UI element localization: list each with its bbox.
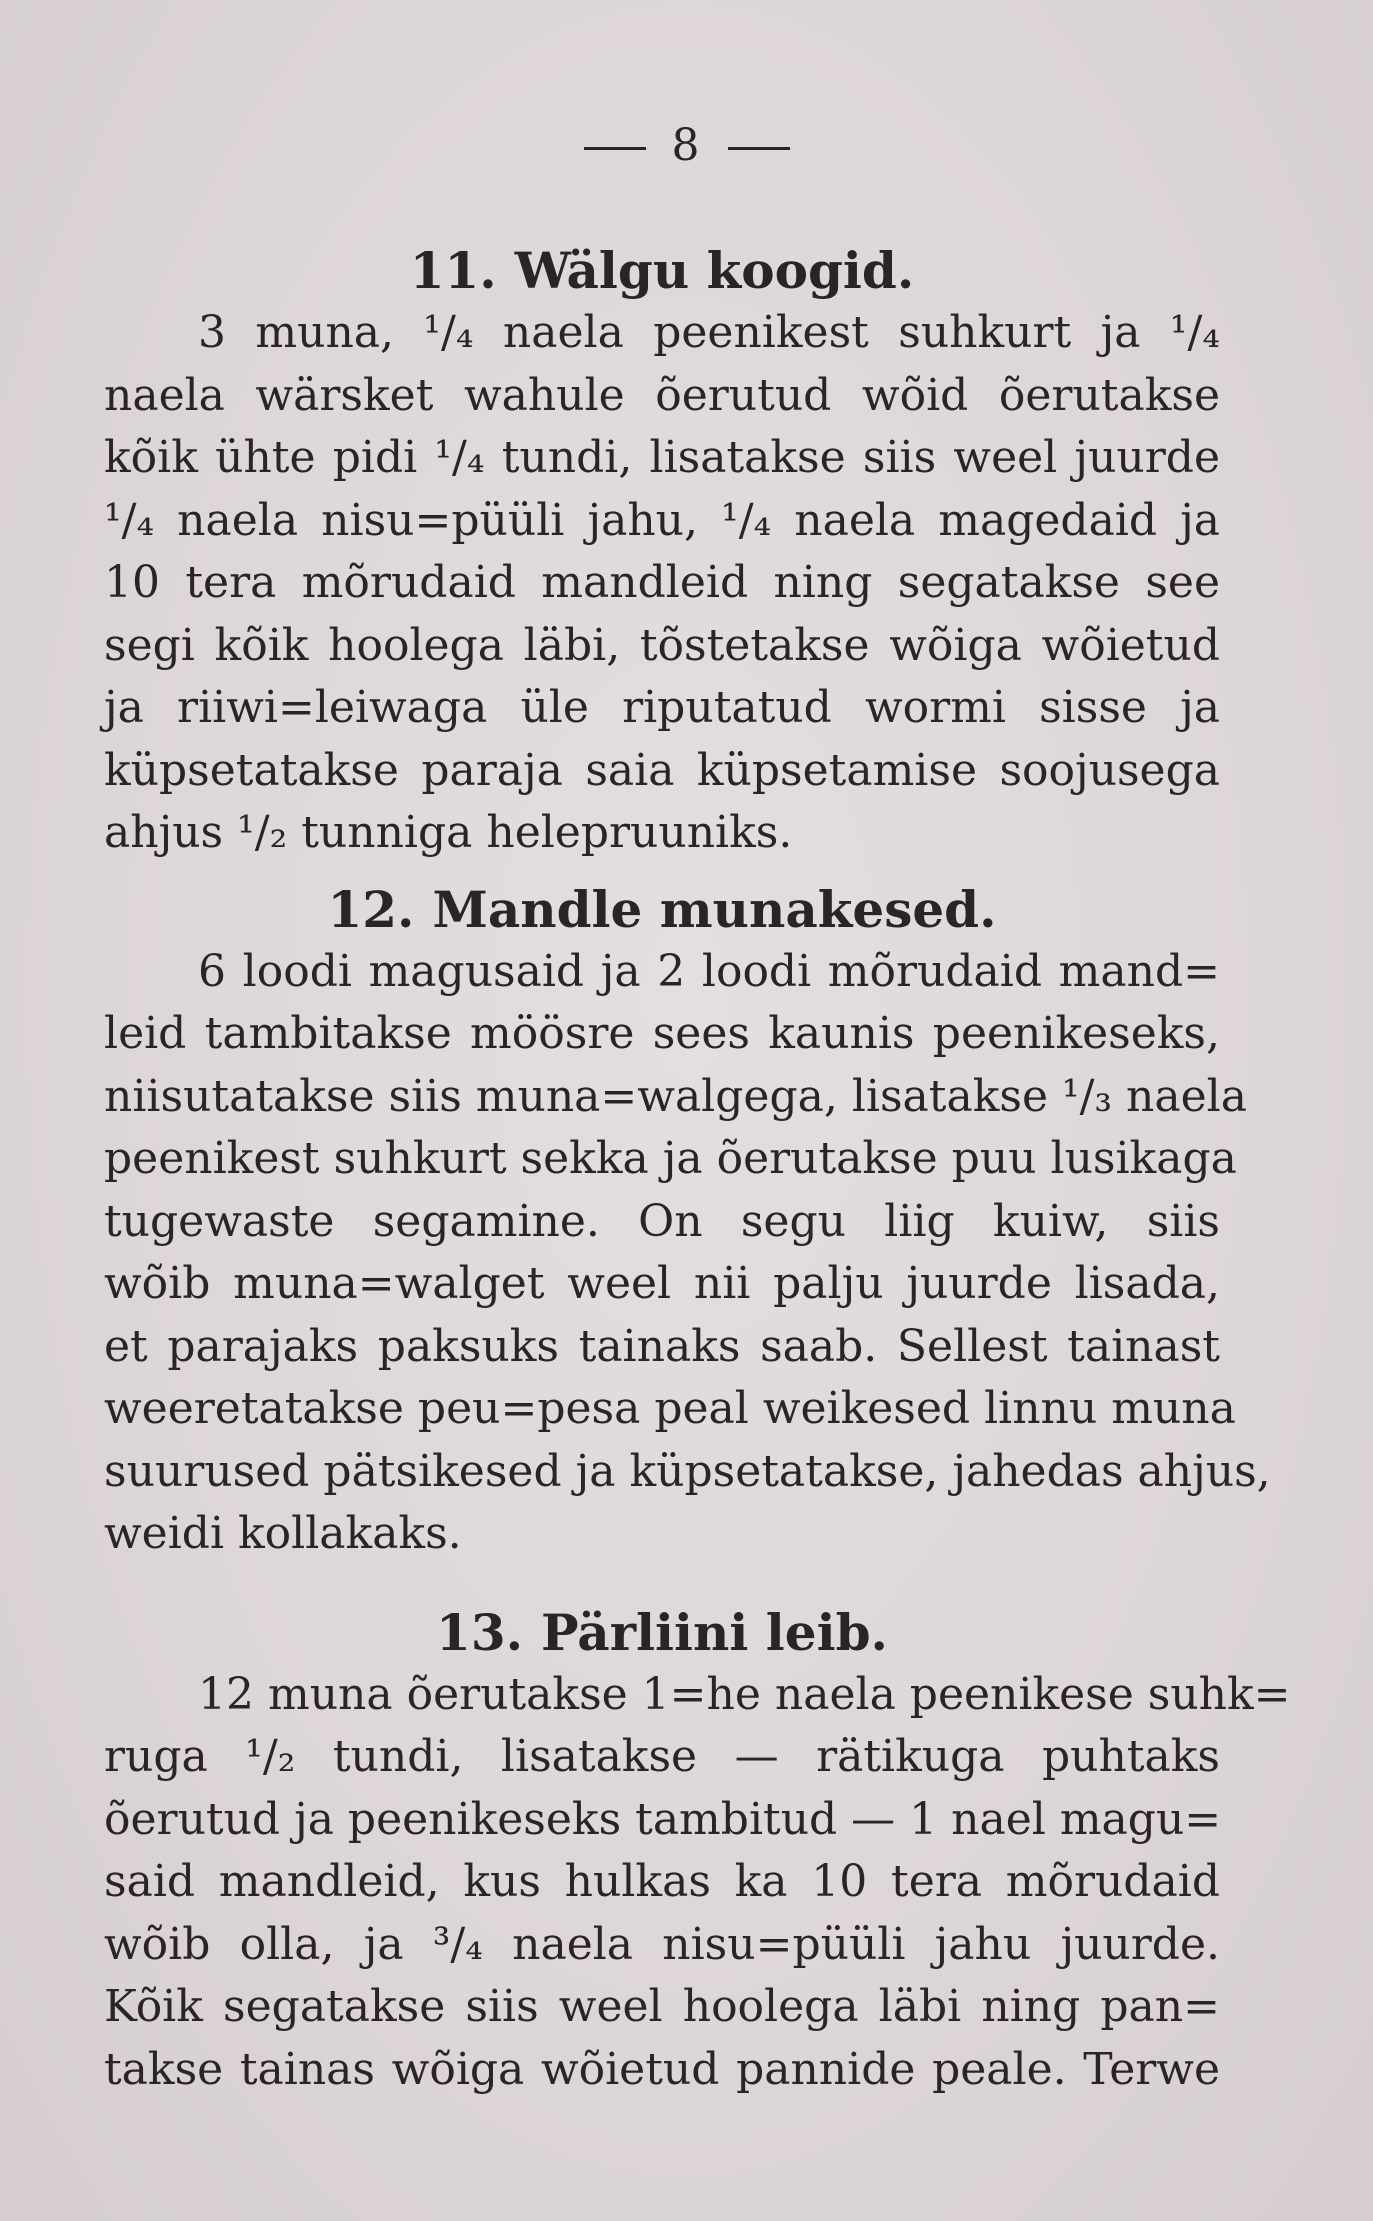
page-number-header: [0, 120, 1373, 171]
text-line: ja riiwi=leiwaga üle riputatud wormi sisse ja: [104, 682, 1220, 733]
text-line: peenikest suhkurt sekka ja õerutakse puu lusikaga: [104, 1133, 1237, 1184]
section-number: 13.: [436, 1602, 524, 1662]
text-line: 3 muna, ¹/₄ naela peenikest suhkurt ja ¹/₄: [198, 307, 1220, 358]
text-line: weidi kollakaks.: [104, 1508, 462, 1559]
text-line: kõik ühte pidi ¹/₄ tundi, lisatakse siis weel juurde: [104, 432, 1220, 483]
text-line: naela wärsket wahule õerutud wõid õerutakse: [104, 369, 1220, 421]
section-title-11: [104, 240, 1220, 302]
text-line: ¹/₄ naela nisu=püüli jahu, ¹/₄ naela magedaid ja: [104, 494, 1220, 546]
section-number: 11.: [409, 241, 497, 300]
text-line: 12 muna õerutakse 1=he naela peenikese suhk=: [198, 1668, 1291, 1720]
text-line: küpsetatakse paraja saia küpsetamise soojusega: [104, 744, 1220, 796]
recipe-text-13: [104, 1664, 1291, 2102]
text-line: wõib olla, ja ³/₄ naela nisu=püüli jahu juurde.: [104, 1918, 1220, 1970]
text-line: wõib muna=walget weel nii palju juurde lisada,: [104, 1258, 1220, 1309]
text-line: ruga ¹/₂ tundi, lisatakse — rätikuga puhtaks: [104, 1731, 1220, 1782]
dash-right: [728, 147, 790, 150]
text-line: õerutud ja peenikeseks tambitud — 1 nael magu=: [104, 1793, 1222, 1845]
recipe-text-12: [104, 941, 1271, 1566]
text-line: leid tambitakse möösre sees kaunis peenikeseks,: [104, 1008, 1220, 1059]
text-line: niisutatakse siis muna=walgega, lisatakse ¹/₃ naela: [104, 1070, 1247, 1122]
text-line: suurused pätsikesed ja küpsetatakse, jahedas ahjus,: [104, 1445, 1271, 1497]
text-line: 6 loodi magusaid ja 2 loodi mõrudaid mand=: [198, 945, 1220, 997]
text-line: weeretatakse peu=pesa peal weikesed linnu muna: [104, 1383, 1236, 1434]
section-number: 12.: [327, 879, 415, 939]
text-line: segi kõik hoolega läbi, tõstetakse wõiga wõietud: [104, 619, 1220, 671]
section-heading: Mandle munakesed.: [432, 879, 997, 939]
recipe-text-11: [104, 302, 1220, 865]
dash-left: [584, 147, 646, 150]
section-heading: Pärliini leib.: [541, 1602, 888, 1662]
section-title-13: [104, 1602, 1220, 1664]
text-line: Kõik segatakse siis weel hoolega läbi ning pan=: [104, 1981, 1220, 2032]
text-line: et parajaks paksuks tainaks saab. Sellest tainast: [104, 1320, 1220, 1372]
page-number: 8: [671, 120, 702, 171]
section-title-12: [104, 879, 1220, 941]
page-content: [104, 240, 1291, 2101]
text-line: tugewaste segamine. On segu liig kuiw, siis: [104, 1195, 1220, 1247]
text-line: ahjus ¹/₂ tunniga helepruuniks.: [104, 807, 793, 858]
text-line: takse tainas wõiga wõietud pannide peale. Terwe: [104, 2043, 1220, 2095]
text-line: 10 tera mõrudaid mandleid ning segatakse see: [104, 557, 1220, 608]
text-line: said mandleid, kus hulkas ka 10 tera mõrudaid: [104, 1856, 1220, 1907]
section-heading: Wälgu koogid.: [514, 241, 915, 300]
